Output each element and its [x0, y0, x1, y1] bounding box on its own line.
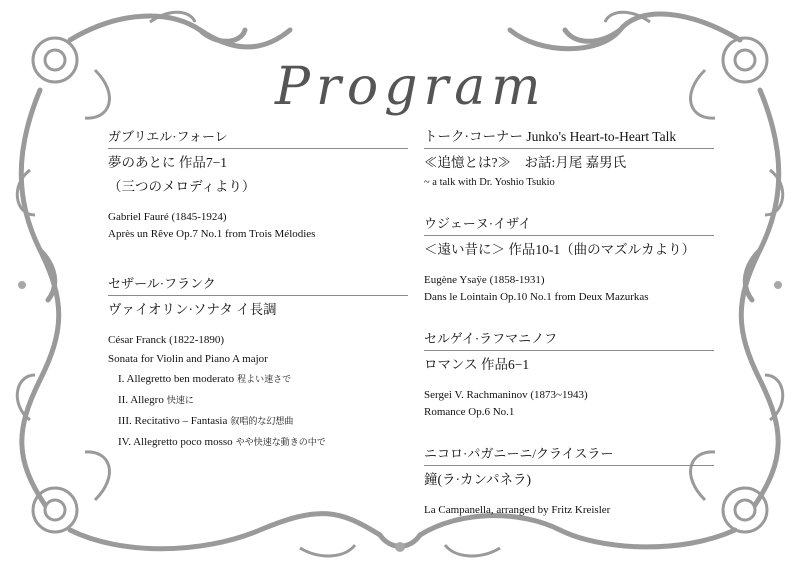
- left-column: [108, 128, 408, 453]
- work-title-en: La Campanella, arranged by Fritz Kreisler: [424, 504, 611, 516]
- movement-4: IV. Allegretto poco mosso やや快速な動きの中で: [118, 436, 326, 448]
- composer-heading-rachmaninoff: セルゲイ·ラフマニノフ: [424, 330, 714, 351]
- paganini-section: [424, 445, 714, 519]
- composer-name-en: Eugène Ysaÿe (1858-1931): [424, 274, 545, 286]
- composer-heading-paganini: ニコロ·パガニーニ/クライスラー: [424, 445, 714, 466]
- work-title-jp: ロマンス 作品6−1: [424, 357, 530, 372]
- movement-2: II. Allegro 快速に: [118, 394, 194, 406]
- talk-heading: トーク·コーナー Junko's Heart-to-Heart Talk: [424, 128, 714, 149]
- work-subtitle-jp: （三つのメロディより）: [108, 179, 256, 194]
- franck-section: [108, 275, 408, 453]
- right-column: [424, 128, 714, 519]
- work-title-jp: ヴァイオリン·ソナタ イ長調: [108, 302, 277, 317]
- page-title: Program: [275, 57, 547, 117]
- composer-name-en: Gabriel Fauré (1845-1924): [108, 211, 227, 223]
- talk-note: ~ a talk with Dr. Yoshio Tsukio: [424, 177, 555, 188]
- faure-section: [108, 128, 408, 243]
- talk-topic: ≪追憶とは?≫ お話:月尾 嘉男氏: [424, 155, 627, 170]
- movement-1: I. Allegretto ben moderato 程よい速さで: [118, 373, 292, 385]
- work-title-en: Sonata for Violin and Piano A major: [108, 353, 268, 365]
- composer-name-en: César Franck (1822-1890): [108, 334, 225, 346]
- work-title-jp: 鐘(ラ·カンパネラ): [424, 472, 532, 487]
- talk-section: [424, 128, 714, 191]
- composer-heading-faure: ガブリエル·フォーレ: [108, 128, 408, 149]
- rachmaninoff-section: [424, 330, 714, 421]
- work-title-en: Dans le Lointain Op.10 No.1 from Deux Mazurkas: [424, 291, 649, 303]
- composer-heading-franck: セザール·フランク: [108, 275, 408, 296]
- work-title-en: Après un Rêve Op.7 No.1 from Trois Mélodies: [108, 228, 316, 240]
- work-title-jp: 夢のあとに 作品7−1: [108, 155, 227, 170]
- composer-heading-ysaye: ウジェーヌ·イザイ: [424, 215, 714, 236]
- ysaye-section: [424, 215, 714, 306]
- composer-name-en: Sergei V. Rachmaninov (1873~1943): [424, 389, 588, 401]
- movement-3: III. Recitativo – Fantasia 叙唱的な幻想曲: [118, 415, 294, 427]
- work-title-jp: ＜遠い昔に＞ 作品10-1（曲のマズルカより）: [424, 242, 696, 257]
- work-title-en: Romance Op.6 No.1: [424, 406, 515, 418]
